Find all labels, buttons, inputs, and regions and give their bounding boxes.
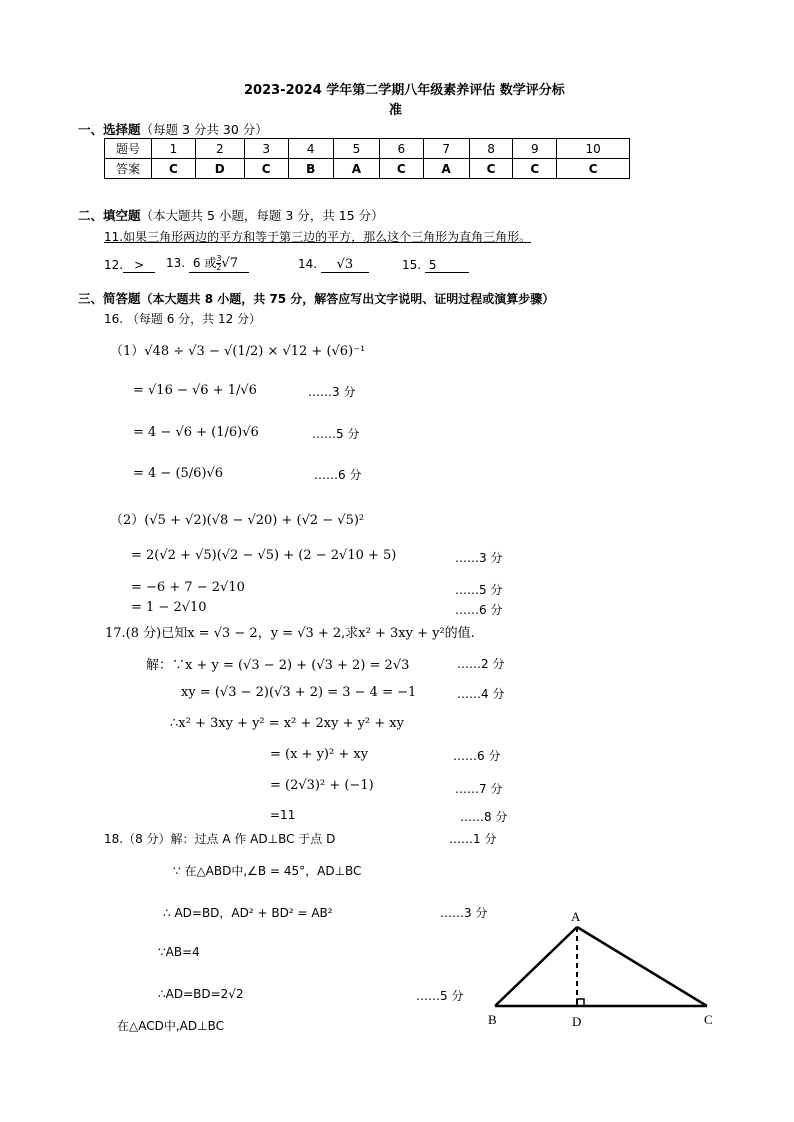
answer-table-q: 3 bbox=[244, 139, 288, 159]
q17-score1: ……2 分 bbox=[457, 657, 505, 671]
q15-label: 15. bbox=[402, 258, 422, 272]
answer-table-q: 5 bbox=[333, 139, 379, 159]
q18-score5: ……5 分 bbox=[416, 989, 464, 1003]
q16-2-score3: ……6 分 bbox=[455, 603, 503, 617]
q16-1-score2: ……5 分 bbox=[312, 427, 360, 441]
q15 bbox=[402, 258, 469, 273]
answer-table-a: C bbox=[244, 159, 288, 179]
q18-line2: ∵ 在△ABD中,∠B = 45°，AD⊥BC bbox=[173, 864, 362, 878]
q15-answer: 5 bbox=[425, 258, 469, 273]
q18-line4: ∵AB=4 bbox=[158, 945, 200, 959]
section2-note: （本大题共 5 小题，每题 3 分，共 15 分） bbox=[140, 208, 384, 223]
q16-1-step1: = √16 − √6 + 1/√6 bbox=[133, 383, 257, 398]
answer-table-q-label: 题号 bbox=[105, 139, 152, 159]
q18-line5: ∴AD=BD=2√2 bbox=[158, 987, 244, 1001]
vertex-b-label: B bbox=[488, 1012, 497, 1027]
q14 bbox=[298, 257, 369, 273]
q17-score2: ……4 分 bbox=[457, 687, 505, 701]
q16-2-step3: = 1 − 2√10 bbox=[131, 600, 207, 615]
page-title-line1: 2023-2024 学年第二学期八年级素养评估 数学评分标 bbox=[244, 83, 565, 98]
section1-heading-block bbox=[78, 120, 268, 138]
answer-table-q: 8 bbox=[469, 139, 513, 159]
q18-line1: 18.（8 分）解：过点 A 作 AD⊥BC 于点 D bbox=[104, 832, 336, 846]
answer-table-q: 1 bbox=[152, 139, 196, 159]
answer-table-a: C bbox=[152, 159, 196, 179]
answer-table-a: C bbox=[379, 159, 423, 179]
section2-heading-block bbox=[78, 206, 384, 224]
q16-1-score1: ……3 分 bbox=[308, 385, 356, 399]
answer-table-answer-row bbox=[105, 159, 630, 179]
vertex-c-label: C bbox=[704, 1012, 713, 1027]
answer-table-a-label: 答案 bbox=[105, 159, 152, 179]
answer-table-q: 10 bbox=[557, 139, 630, 159]
q17-line1: 解：∵x + y = (√3 − 2) + (√3 + 2) = 2√3 bbox=[146, 658, 410, 673]
answer-table-a: C bbox=[557, 159, 630, 179]
q13-frac-num: 3 bbox=[216, 254, 222, 263]
q16-1-problem: （1）√48 ÷ √3 − √(1/2) × √12 + (√6)⁻¹ bbox=[110, 344, 366, 359]
q18-score3: ……3 分 bbox=[440, 906, 488, 920]
q17-score4: ……6 分 bbox=[453, 749, 501, 763]
q13-label: 13. bbox=[166, 256, 186, 270]
q17-line6: =11 bbox=[270, 808, 296, 822]
vertex-d-label: D bbox=[572, 1014, 582, 1029]
q17-line4: = (x + y)² + xy bbox=[270, 747, 369, 762]
answer-table-q: 6 bbox=[379, 139, 423, 159]
answer-table-q: 7 bbox=[423, 139, 469, 159]
q13 bbox=[166, 254, 249, 273]
answer-table-a: C bbox=[513, 159, 557, 179]
page-title-line2: 准 bbox=[389, 103, 403, 118]
q16-1-score3: ……6 分 bbox=[314, 468, 362, 482]
q16-2-score1: ……3 分 bbox=[455, 551, 503, 565]
answer-table-q: 9 bbox=[513, 139, 557, 159]
section3-heading-block bbox=[78, 289, 554, 307]
q12 bbox=[104, 258, 155, 273]
q12-label: 12. bbox=[104, 258, 124, 272]
answer-table-a: A bbox=[423, 159, 469, 179]
q14-answer: √3 bbox=[321, 257, 369, 273]
answer-table-q: 4 bbox=[288, 139, 333, 159]
section2-heading: 二、填空题 bbox=[78, 208, 141, 223]
q17-line2: xy = (√3 − 2)(√3 + 2) = 3 − 4 = −1 bbox=[181, 685, 417, 700]
q17-score6: ……8 分 bbox=[460, 810, 508, 824]
triangle-figure bbox=[480, 900, 740, 1035]
q18-line6: 在△ACD中,AD⊥BC bbox=[117, 1019, 224, 1033]
q13-answer-pre: 6 或 bbox=[192, 256, 217, 270]
q18-line3: ∴ AD=BD，AD² + BD² = AB² bbox=[163, 906, 333, 920]
q14-label: 14. bbox=[298, 257, 318, 271]
section3-note: （本大题共 8 小题，共 75 分，解答应写出文字说明、证明过程或演算步骤） bbox=[140, 292, 555, 306]
section1-heading: 一、选择题 bbox=[78, 122, 141, 137]
q16-1-step3: = 4 − (5/6)√6 bbox=[133, 466, 224, 481]
q16-2-score2: ……5 分 bbox=[455, 583, 503, 597]
answer-table-a: B bbox=[288, 159, 333, 179]
q17-line5: = (2√3)² + (−1) bbox=[270, 778, 374, 793]
q13-frac-den: 2 bbox=[216, 263, 222, 272]
q17-line3: ∴x² + 3xy + y² = x² + 2xy + y² + xy bbox=[170, 716, 404, 731]
q18-score1: ……1 分 bbox=[449, 832, 497, 846]
side-ac bbox=[577, 927, 707, 1006]
answer-table-a: C bbox=[469, 159, 513, 179]
q16-2-step2: = −6 + 7 − 2√10 bbox=[131, 580, 245, 595]
q17-problem: 17.(8 分)已知x = √3 − 2，y = √3 + 2,求x² + 3xy + y²的值. bbox=[105, 626, 475, 641]
vertex-a-label: A bbox=[571, 909, 581, 924]
q11-answer: 11.如果三角形两边的平方和等于第三边的平方，那么这个三角形为直角三角形。 bbox=[104, 230, 532, 244]
q13-answer-post: √7 bbox=[221, 256, 239, 271]
q12-answer: > bbox=[123, 258, 155, 273]
section1-note: （每题 3 分共 30 分） bbox=[140, 122, 268, 137]
q16-2-problem: （2）(√5 + √2)(√8 − √20) + (√2 − √5)² bbox=[110, 513, 365, 528]
q16-intro: 16. （每题 6 分，共 12 分） bbox=[104, 312, 262, 326]
answer-table bbox=[104, 138, 630, 179]
answer-table-a: A bbox=[333, 159, 379, 179]
section3-heading: 三、简答题 bbox=[78, 291, 141, 306]
answer-table-question-row bbox=[105, 139, 630, 159]
q16-2-step1: = 2(√2 + √5)(√2 − √5) + (2 − 2√10 + 5) bbox=[131, 548, 397, 563]
q16-1-step2: = 4 − √6 + (1/6)√6 bbox=[133, 425, 259, 440]
side-ab bbox=[495, 927, 577, 1006]
q17-score5: ……7 分 bbox=[455, 782, 503, 796]
answer-table-a: D bbox=[195, 159, 244, 179]
answer-table-q: 2 bbox=[195, 139, 244, 159]
